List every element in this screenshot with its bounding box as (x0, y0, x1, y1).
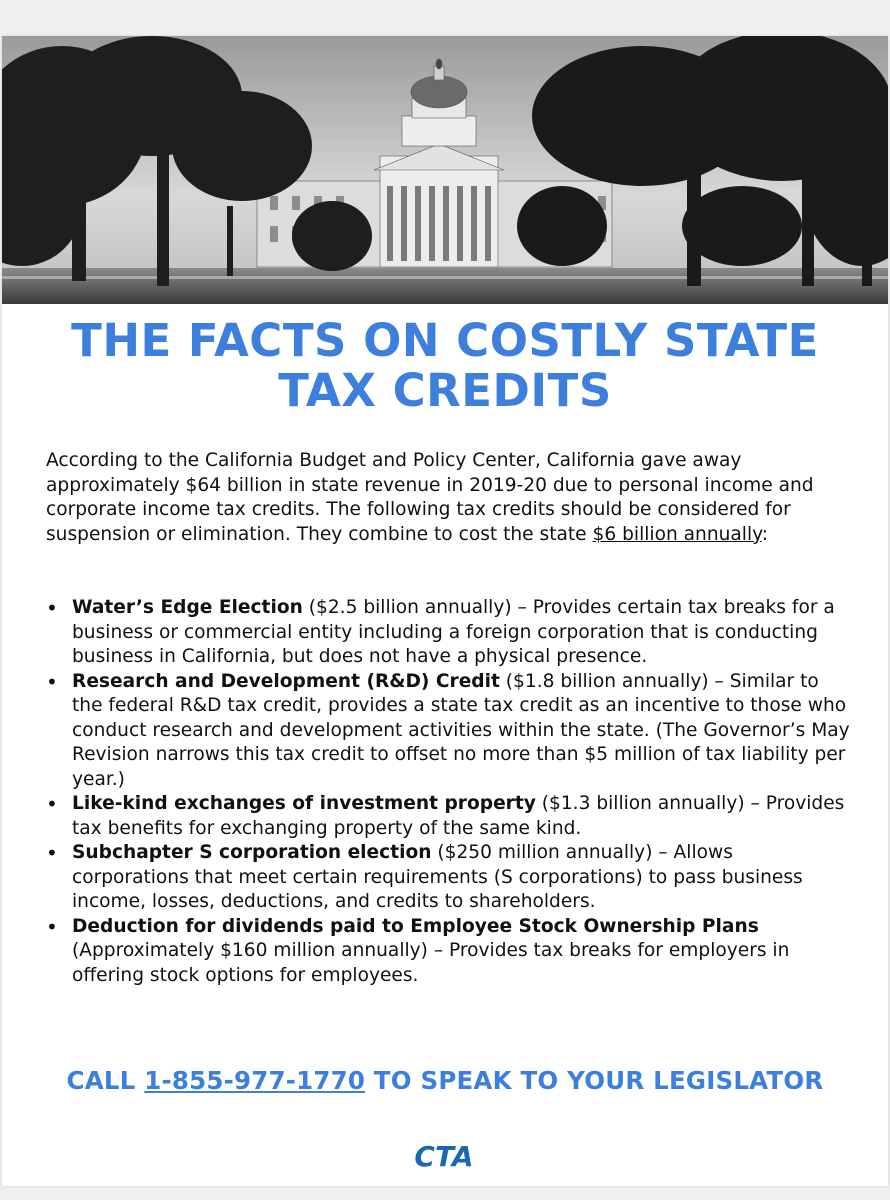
list-item (46, 670, 852, 793)
title-line-2: TAX CREDITS (278, 364, 612, 417)
credit-description: ($1.3 billion annually) – Provides tax benefits for exchanging property of the same kind. (72, 793, 845, 839)
credit-description: ($250 million annually) – Allows corporations that meet certain requirements (S corporations) to pass business income, losses, deductions, and credits to shareholders. (72, 842, 803, 912)
list-item (46, 596, 852, 670)
list-item (46, 841, 852, 915)
credit-name: Subchapter S corporation election (72, 842, 432, 863)
annual-cost-emphasis: $6 billion annually (592, 523, 762, 545)
tax-credit-list (46, 596, 852, 988)
credit-description: (Approximately $160 million annually) – Provides tax breaks for employers in offering stock options for employees. (72, 940, 790, 986)
phone-number-link[interactable]: 1-855-977-1770 (144, 1066, 366, 1095)
page-title (2, 316, 888, 416)
cta-prefix: CALL (66, 1066, 145, 1095)
credit-description: ($2.5 billion annually) – Provides certain tax breaks for a business or commercial entity including a foreign corporation that is conducting business in California, but does not have a physical presence. (72, 597, 835, 667)
call-to-action (2, 1066, 888, 1096)
list-item (46, 915, 852, 989)
cta-suffix: TO SPEAK TO YOUR LEGISLATOR (365, 1066, 824, 1095)
title-line-1: THE FACTS ON COSTLY STATE (71, 314, 819, 367)
capitol-building-photo (2, 36, 888, 304)
intro-text: According to the California Budget and Policy Center, California gave away approximately $64 billion in state revenue in 2019-20 due to personal income and corporate income tax credits. The following tax credits should be considered for suspension or elimination. They combine to cost the state (46, 450, 814, 545)
credit-name: Research and Development (R&D) Credit (72, 670, 500, 692)
credit-name: Like-kind exchanges of investment property (72, 793, 536, 814)
intro-end: : (761, 523, 769, 545)
credit-description: ($1.8 billion annually) – Similar to the federal R&D tax credit, provides a state tax credit as an incentive to those who conduct research and development activities within the state. (The Governor’s May Revision narrows this tax credit to offset no more than $5 million of tax liability per year.) (72, 670, 850, 790)
credit-name: Water’s Edge Election (72, 597, 303, 618)
cta-logo (407, 1141, 481, 1171)
credit-name: Deduction for dividends paid to Employee Stock Ownership Plans (72, 915, 759, 937)
list-item (46, 792, 852, 841)
document-page (2, 36, 888, 1186)
intro-paragraph (46, 449, 846, 547)
svg-text:CTA: CTA (414, 1141, 474, 1171)
